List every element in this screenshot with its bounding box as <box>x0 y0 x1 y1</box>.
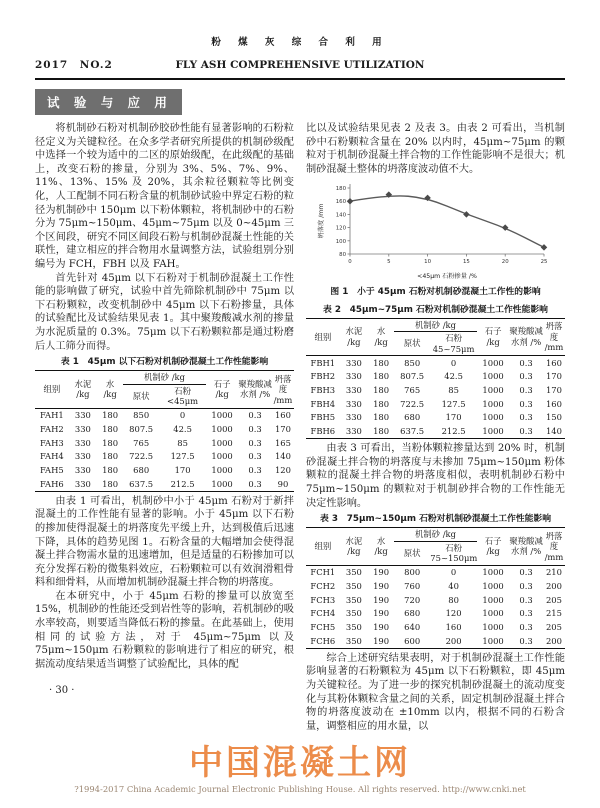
table-cell: 212.5 <box>441 426 466 437</box>
table-cell: 0.3 <box>248 451 262 462</box>
table-cell: FBH5 <box>310 412 336 423</box>
table-cell: 190 <box>373 580 390 591</box>
svg-text:20: 20 <box>501 259 509 266</box>
table-cell: 680 <box>404 608 421 619</box>
table-row <box>35 450 294 464</box>
table-cell: 1000 <box>211 478 233 489</box>
table-cell: 330 <box>345 371 362 382</box>
table-cell: 350 <box>345 635 362 646</box>
table-cell: 180 <box>373 385 390 396</box>
table-cell: 350 <box>345 608 362 619</box>
table-row <box>306 634 565 648</box>
table-cell: 42.5 <box>444 371 463 382</box>
table-cell: 1000 <box>482 426 504 437</box>
right-column <box>306 122 565 733</box>
table-cell: 170 <box>545 385 562 396</box>
table-row <box>35 477 294 491</box>
col-header: 石子 /kg <box>477 318 509 356</box>
sub-header: 原状 <box>394 541 430 565</box>
table-cell: FCH6 <box>310 635 336 646</box>
table-row <box>306 579 565 593</box>
table-cell: 180 <box>373 357 390 368</box>
col-header: 石子 /kg <box>477 528 509 566</box>
journal-title-cn: 粉 煤 灰 综 合 利 用 <box>211 37 389 48</box>
table-cell: 330 <box>74 464 91 475</box>
table-title: 表 3 75μm~150μm 石粉对机制砂混凝土工作性能影响 <box>319 514 552 525</box>
table-cell: 190 <box>373 567 390 578</box>
table-cell: 85 <box>177 437 188 448</box>
left-column <box>35 122 294 733</box>
svg-text:10: 10 <box>423 259 431 266</box>
svg-text:15: 15 <box>462 259 470 266</box>
table-cell: 85 <box>448 385 459 396</box>
table-cell: 807.5 <box>129 423 154 434</box>
figure1-chart <box>314 180 558 280</box>
table-cell: 190 <box>373 635 390 646</box>
table-cell: 1000 <box>482 357 504 368</box>
table-cell: 350 <box>345 567 362 578</box>
table-cell: 330 <box>345 398 362 409</box>
table-cell: 680 <box>133 464 150 475</box>
paragraph: 在本研究中，小于 45μm 石粉的掺量可以放宽至 15%，机制砂的性能还受到岩性等的影响，若机制砂的吸水率较高，则要适当降低石粉的掺量。在此基础上，使用相同的试验方法，对于 45μm~75μm 以及 75μm~150μm 石粉颗粒的影响进行了相应的研究，根据流动度结果适当调整了试验配比，具体的配 <box>35 590 294 670</box>
table-cell: 1000 <box>211 437 233 448</box>
table-cell: 0.3 <box>248 478 262 489</box>
table-cell: 0.3 <box>519 567 533 578</box>
table-cell: 350 <box>345 580 362 591</box>
table-cell: 720 <box>404 594 421 605</box>
table-cell: 200 <box>445 635 462 646</box>
table-cell: 0 <box>179 410 186 421</box>
table-cell: 180 <box>102 451 119 462</box>
issue-label: 2017 NO.2 <box>35 59 113 71</box>
copyright-line: ?1994-2017 China Academic Journal Electronic Publishing House. All rights reserved. http://www.cnki.net <box>74 784 526 794</box>
col-header: 聚羧酸减 水剂 /% <box>238 371 272 409</box>
col-header: 坍落度 /mm <box>543 318 565 356</box>
table-cell: 0.3 <box>519 357 533 368</box>
table-cell: 850 <box>133 410 150 421</box>
table-cell: 212.5 <box>170 478 195 489</box>
paragraph: 首先针对 45μm 以下石粉对于机制砂混凝土工作性能的影响做了研究，试验中首先筛除机制砂中 75μm 以下石粉颗粒，改变机制砂中 45μm 以下石粉掺量，具体的试验配比及试验结果见表 1。其中聚羧酸减水剂的掺量为水泥质量的 0.3%。75μm 以下石粉颗粒都是通过粉磨后人工筛分而得。 <box>35 272 294 352</box>
svg-text:100: 100 <box>335 239 346 246</box>
table-cell: 0.3 <box>519 622 533 632</box>
table-cell: 330 <box>345 412 362 423</box>
col-header: 水 /kg <box>368 318 394 356</box>
figure1-caption: 图 1 小于 45μm 石粉对机制砂混凝土工作性的影响 <box>330 286 541 297</box>
data-table <box>306 318 565 440</box>
table-cell: FBH6 <box>310 426 336 437</box>
table-cell: 40 <box>448 580 459 591</box>
table-row <box>306 607 565 621</box>
table-cell: 0.3 <box>519 385 533 396</box>
table-cell: FAH5 <box>39 464 64 475</box>
span-header: 机制砂 /kg <box>123 371 206 385</box>
col-header: 水泥 /kg <box>69 371 97 409</box>
table-cell: FAH4 <box>39 451 64 462</box>
table-cell: 1000 <box>482 580 504 591</box>
table-cell: 150 <box>545 412 562 423</box>
svg-text:140: 140 <box>335 212 346 219</box>
table-cell: 170 <box>445 412 462 423</box>
table-cell: 160 <box>445 622 462 632</box>
sub-header: 石粉 45~75μm <box>430 332 477 356</box>
table-cell: 722.5 <box>129 451 154 462</box>
table-cell: 0.3 <box>248 423 262 434</box>
table-cell: 1000 <box>211 464 233 475</box>
table-cell: 170 <box>174 464 191 475</box>
header-row <box>35 57 565 72</box>
table-cell: 1000 <box>211 423 233 434</box>
table-cell: 170 <box>545 371 562 382</box>
table-row <box>306 370 565 384</box>
table-cell: 0.3 <box>248 437 262 448</box>
col-header: 组别 <box>306 528 340 566</box>
table-cell: 807.5 <box>400 371 425 382</box>
svg-text:120: 120 <box>335 225 346 232</box>
table-row <box>306 383 565 397</box>
table-cell: 170 <box>274 423 291 434</box>
svg-text:180: 180 <box>335 186 346 193</box>
table-cell: FCH3 <box>310 594 336 605</box>
table-cell: FCH1 <box>310 567 336 578</box>
svg-text:25: 25 <box>540 259 547 266</box>
svg-text:坍落度 /mm: 坍落度 /mm <box>317 204 325 239</box>
table-cell: FBH3 <box>310 385 336 396</box>
section-badge: 试 验 与 应 用 <box>35 89 182 115</box>
table-cell: 180 <box>373 371 390 382</box>
table-cell: FAH2 <box>39 423 64 434</box>
col-header: 聚羧酸减 水剂 /% <box>509 528 543 566</box>
table-cell: 205 <box>545 622 562 632</box>
table-cell: FAH6 <box>39 478 64 489</box>
table-cell: 180 <box>373 398 390 409</box>
table-cell: 190 <box>373 622 390 632</box>
table-3 <box>306 513 565 649</box>
paragraph: 将机制砂石粉对机制砂胶砂性能有显著影响的石粉粒径定义为关键粒径。在众多学者研究所提供的机制砂级配中选择一个较为适中的二区的原始级配，在此级配的基础上，改变石粉的掺量，分别为 3%、5%、7%、9%、11%、13%、15% 及 20%，其余粒径颗粒等比例变化，人工配制不同石粉含量的机制砂试验中界定石粉的粒径为机制砂中 150μm 以下粉体颗粒，将机制砂中的石粉分为 75μm~150μm、45μm~75μm 以及 0~45μm 三个区间段，研究不同区间段石粉与机制砂混凝土性能的关联性，建立相应的拌合物用水量调整方法，试验组别分别编号为 FCH，FBH 以及 FAH。 <box>35 123 294 270</box>
table-row <box>306 425 565 439</box>
table-row <box>35 463 294 477</box>
svg-text:<45μm 石粉掺量 /%: <45μm 石粉掺量 /% <box>416 273 477 281</box>
table-cell: 330 <box>74 451 91 462</box>
sub-header: 原状 <box>123 384 159 408</box>
svg-text:80: 80 <box>338 252 346 259</box>
header-rule <box>35 78 565 80</box>
data-table <box>306 527 565 649</box>
table-cell: 80 <box>448 594 459 605</box>
table-row <box>35 422 294 436</box>
table-cell: FBH4 <box>310 398 336 409</box>
two-column-body <box>35 122 565 733</box>
table-cell: 140 <box>545 426 562 437</box>
table-cell: 1000 <box>482 371 504 382</box>
svg-text:5: 5 <box>386 259 391 266</box>
table-cell: 200 <box>545 635 562 646</box>
table-cell: FCH5 <box>310 622 336 632</box>
table-cell: 350 <box>345 594 362 605</box>
col-header: 组别 <box>306 318 340 356</box>
table-cell: 1000 <box>482 608 504 619</box>
table-row <box>306 411 565 425</box>
table-cell: 180 <box>373 426 390 437</box>
table-cell: 120 <box>445 608 462 619</box>
table-cell: 330 <box>74 410 91 421</box>
paragraph: 由表 1 可看出，机制砂中小于 45μm 石粉对于新拌混凝土的工作性能有显著的影响。小于 45μm 以下石粉的掺加使得混凝土的坍落度先平缓上升，达到极值后迅速下降，具体的趋势见图 1。石粉含量的大幅增加会使得混凝土拌合物需水量的迅速增加，但是适量的石粉掺加可以充分发挥石粉的微集料效应，石粉颗粒可以有效润滑粗骨料和细骨料，从而增加机制砂混凝土拌合物的坍落度。 <box>35 495 294 589</box>
sub-header: 石粉 <45μm <box>159 384 206 408</box>
table-cell: 160 <box>545 357 562 368</box>
table-cell: 330 <box>74 423 91 434</box>
span-header: 机制砂 /kg <box>394 528 477 542</box>
table-cell: 765 <box>404 385 421 396</box>
table-row <box>306 593 565 607</box>
table-cell: 210 <box>545 567 562 578</box>
table-2 <box>306 304 565 440</box>
col-header: 石子 /kg <box>206 371 238 409</box>
table-cell: 680 <box>404 412 421 423</box>
table-1 <box>35 356 294 492</box>
table-cell: 140 <box>274 451 291 462</box>
table-cell: 0.3 <box>248 464 262 475</box>
table-cell: 1000 <box>482 622 504 632</box>
table-cell: 190 <box>373 594 390 605</box>
table-cell: 760 <box>404 580 421 591</box>
table-cell: 180 <box>102 437 119 448</box>
table-cell: 0 <box>450 567 457 578</box>
svg-text:0: 0 <box>347 259 352 266</box>
table-cell: 1000 <box>482 635 504 646</box>
svg-text:160: 160 <box>335 199 346 206</box>
table-cell: 0.3 <box>519 608 533 619</box>
table-cell: 190 <box>373 608 390 619</box>
table-title: 表 1 45μm 以下石粉对机制砂混凝土工作性能影响 <box>60 357 269 368</box>
table-cell: 800 <box>404 567 421 578</box>
table-cell: 637.5 <box>400 426 425 437</box>
sub-header: 石粉 75~150μm <box>430 542 478 564</box>
sub-header: 原状 <box>394 332 430 356</box>
table-cell: 330 <box>345 426 362 437</box>
table-cell: 180 <box>373 412 390 423</box>
table-cell: 215 <box>545 608 562 619</box>
table-cell: 1000 <box>211 410 233 421</box>
table-cell: 180 <box>102 410 119 421</box>
data-table <box>35 370 294 492</box>
table-row <box>306 565 565 579</box>
table-cell: 180 <box>102 464 119 475</box>
table-cell: 850 <box>404 357 421 368</box>
table-cell: 1000 <box>482 594 504 605</box>
table-cell: FBH2 <box>310 371 336 382</box>
table-cell: FBH1 <box>310 357 336 368</box>
col-header: 聚羧酸减 水剂 /% <box>509 318 543 356</box>
page-number: · 30 · <box>49 685 75 697</box>
table-cell: 205 <box>545 594 562 605</box>
table-cell: 350 <box>345 622 362 632</box>
table-cell: 1000 <box>211 451 233 462</box>
table-cell: 330 <box>74 437 91 448</box>
table-cell: 0.3 <box>519 426 533 437</box>
table-cell: 90 <box>277 478 289 489</box>
col-header: 水 /kg <box>368 528 394 566</box>
col-header: 水泥 /kg <box>340 318 368 356</box>
table-title: 表 2 45μm~75μm 石粉对机制砂混凝土工作性能影响 <box>323 304 548 315</box>
table-cell: 722.5 <box>400 398 425 409</box>
watermark: 中国混凝土网 <box>189 743 411 783</box>
table-cell: 127.5 <box>441 398 466 409</box>
table-cell: 180 <box>102 478 119 489</box>
table-cell: 120 <box>274 464 291 475</box>
table-cell: 0.3 <box>519 412 533 423</box>
table-row <box>35 436 294 450</box>
table-cell: 600 <box>404 635 421 646</box>
table-cell: 0 <box>450 357 457 368</box>
paragraph: 由表 3 可看出，当粉体颗粒掺量达到 20% 时，机制砂混凝土拌合物的坍落度与未掺加 75μm~150μm 粉体颗粒的混凝土拌合物的坍落度相似，表明机制砂石粉中 75μm~150μm 的颗粒对于机制砂拌合物的工作性能无决定性影响。 <box>306 443 565 509</box>
table-cell: 160 <box>545 398 562 409</box>
journal-title-en: FLY ASH COMPREHENSIVE UTILIZATION <box>175 59 425 71</box>
col-header: 组别 <box>35 371 69 409</box>
table-cell: 637.5 <box>129 478 154 489</box>
table-cell: 765 <box>133 437 150 448</box>
table-cell: 42.5 <box>173 423 192 434</box>
col-header: 水 /kg <box>97 371 123 409</box>
paragraph: 综合上述研究结果表明，对于机制砂混凝土工作性能影响显著的石粉颗粒为 45μm 以下石粉颗粒，即 45μm 为关键粒径。为了进一步的探究机制砂混凝土的流动度变化与其粉体颗粒含量之间的关系，固定机制砂混凝土拌合物的坍落度波动在 ±10mm 以内，根据不同的石粉含量，调整相应的用水量，以 <box>306 652 565 732</box>
table-cell: 0.3 <box>519 398 533 409</box>
table-cell: 1000 <box>482 567 504 578</box>
table-cell: 180 <box>102 423 119 434</box>
table-cell: 640 <box>404 622 421 632</box>
table-row <box>35 408 294 422</box>
table-row <box>306 620 565 634</box>
table-cell: 127.5 <box>170 451 195 462</box>
table-cell: 1000 <box>482 412 504 423</box>
table-cell: 0.3 <box>519 371 533 382</box>
paragraph: 比以及试验结果见表 2 及表 3。由表 2 可看出，当机制砂中石粉颗粒含量在 20% 以内时，45μm~75μm 的颗粒对于机制砂混凝土拌合物的工作性能影响不是很大；机制砂混凝土整体的坍落度波动值不大。 <box>306 123 565 175</box>
table-cell: 1000 <box>482 385 504 396</box>
table-cell: 1000 <box>482 398 504 409</box>
table-row <box>306 397 565 411</box>
table-cell: 0.3 <box>519 594 533 605</box>
table-cell: FAH1 <box>39 410 64 421</box>
figure-1 <box>306 180 565 299</box>
table-cell: 165 <box>274 437 291 448</box>
table-cell: 0.3 <box>519 580 533 591</box>
table-cell: 0.3 <box>248 410 262 421</box>
table-cell: 330 <box>74 478 91 489</box>
col-header: 坍落度 /mm <box>543 528 565 566</box>
table-cell: FCH4 <box>310 608 336 619</box>
table-cell: FCH2 <box>310 580 336 591</box>
table-cell: 0.3 <box>519 635 533 646</box>
table-cell: 330 <box>345 357 362 368</box>
col-header: 水泥 /kg <box>340 528 368 566</box>
table-row <box>306 356 565 370</box>
table-cell: FAH3 <box>39 437 64 448</box>
table-cell: 200 <box>545 580 562 591</box>
table-cell: 330 <box>345 385 362 396</box>
col-header: 坍落度 /mm <box>272 371 294 409</box>
span-header: 机制砂 /kg <box>394 318 477 332</box>
table-cell: 160 <box>274 410 291 421</box>
